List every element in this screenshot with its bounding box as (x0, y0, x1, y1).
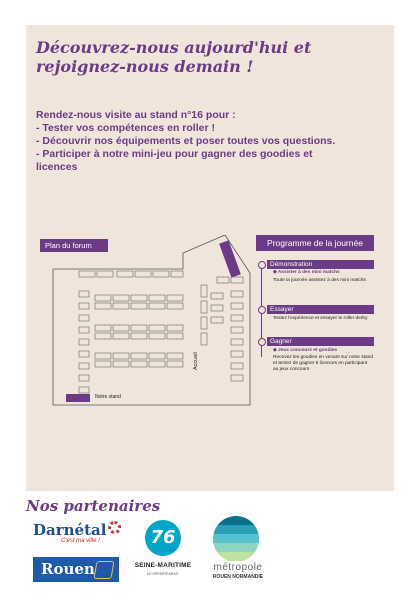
section-body: Toute la journée assistez à des mini matchs (273, 278, 366, 283)
section-title: Démonstration (267, 260, 374, 269)
headline: Découvrez-nous aujourd'hui et rejoignez-nous demain ! (36, 38, 312, 76)
darnetal-slogan: C'est ma ville ! (61, 538, 100, 544)
rouen-logo (33, 557, 119, 582)
section-subtitle: ◆ Jeux concours et goodies (273, 348, 338, 353)
partners-title: Nos partenaires (26, 497, 161, 515)
metropole-globe-icon (213, 516, 259, 562)
rouen-name: Rouen (41, 560, 95, 578)
section-subtitle-text: Assister à des mini matchs (277, 270, 340, 275)
map-label: Plan du forum (40, 239, 108, 252)
section-body: Testez l'expérience et essayer le roller derby (273, 316, 368, 321)
section-body: Recevez les goodies en venant sur notre stand et tentez de gagner 5 licences en participant au jeux concours (273, 355, 373, 372)
section-title: Essayer (267, 305, 374, 314)
metropole-name: métropole (213, 562, 263, 573)
darnetal-name: Darnétal (33, 521, 107, 539)
section-title: Gagner (267, 337, 374, 346)
intro-text (36, 109, 356, 174)
section-subtitle: ◆ Assister à des mini matchs (273, 270, 340, 275)
rouen-emblem-icon (93, 561, 114, 579)
intro-line: - Participer à notre mini-jeu pour gagner des goodies et licences (36, 148, 313, 173)
gear-icon (108, 521, 121, 534)
seine-maritime-logo (133, 520, 193, 582)
forum-map-drawing (35, 235, 260, 415)
legend-swatch (66, 394, 90, 402)
forum-map (35, 235, 260, 415)
seine-maritime-name: SEINE-MARITIME (134, 562, 192, 569)
section-subtitle-text: Jeux concours et goodies (278, 348, 338, 353)
map-entrance-label: Accueil (193, 352, 199, 370)
legend-label: Notre stand (95, 394, 121, 400)
seine-maritime-sub: LE DÉPARTEMENT (147, 572, 179, 576)
intro-line: - Découvrir nos équipements et poser toutes vos questions. (36, 135, 336, 147)
timeline-dot (258, 338, 266, 346)
department-number: 76 (145, 520, 181, 556)
intro-line: - Tester vos compétences en roller ! (36, 122, 215, 134)
timeline-dot (258, 261, 266, 269)
metropole-logo (203, 516, 273, 584)
darnetal-logo (33, 521, 123, 551)
timeline-dot (258, 306, 266, 314)
intro-line: Rendez-nous visite au stand n°16 pour : (36, 109, 236, 121)
programme-title: Programme de la journée (256, 235, 374, 251)
metropole-sub: ROUEN NORMANDIE (212, 574, 264, 580)
